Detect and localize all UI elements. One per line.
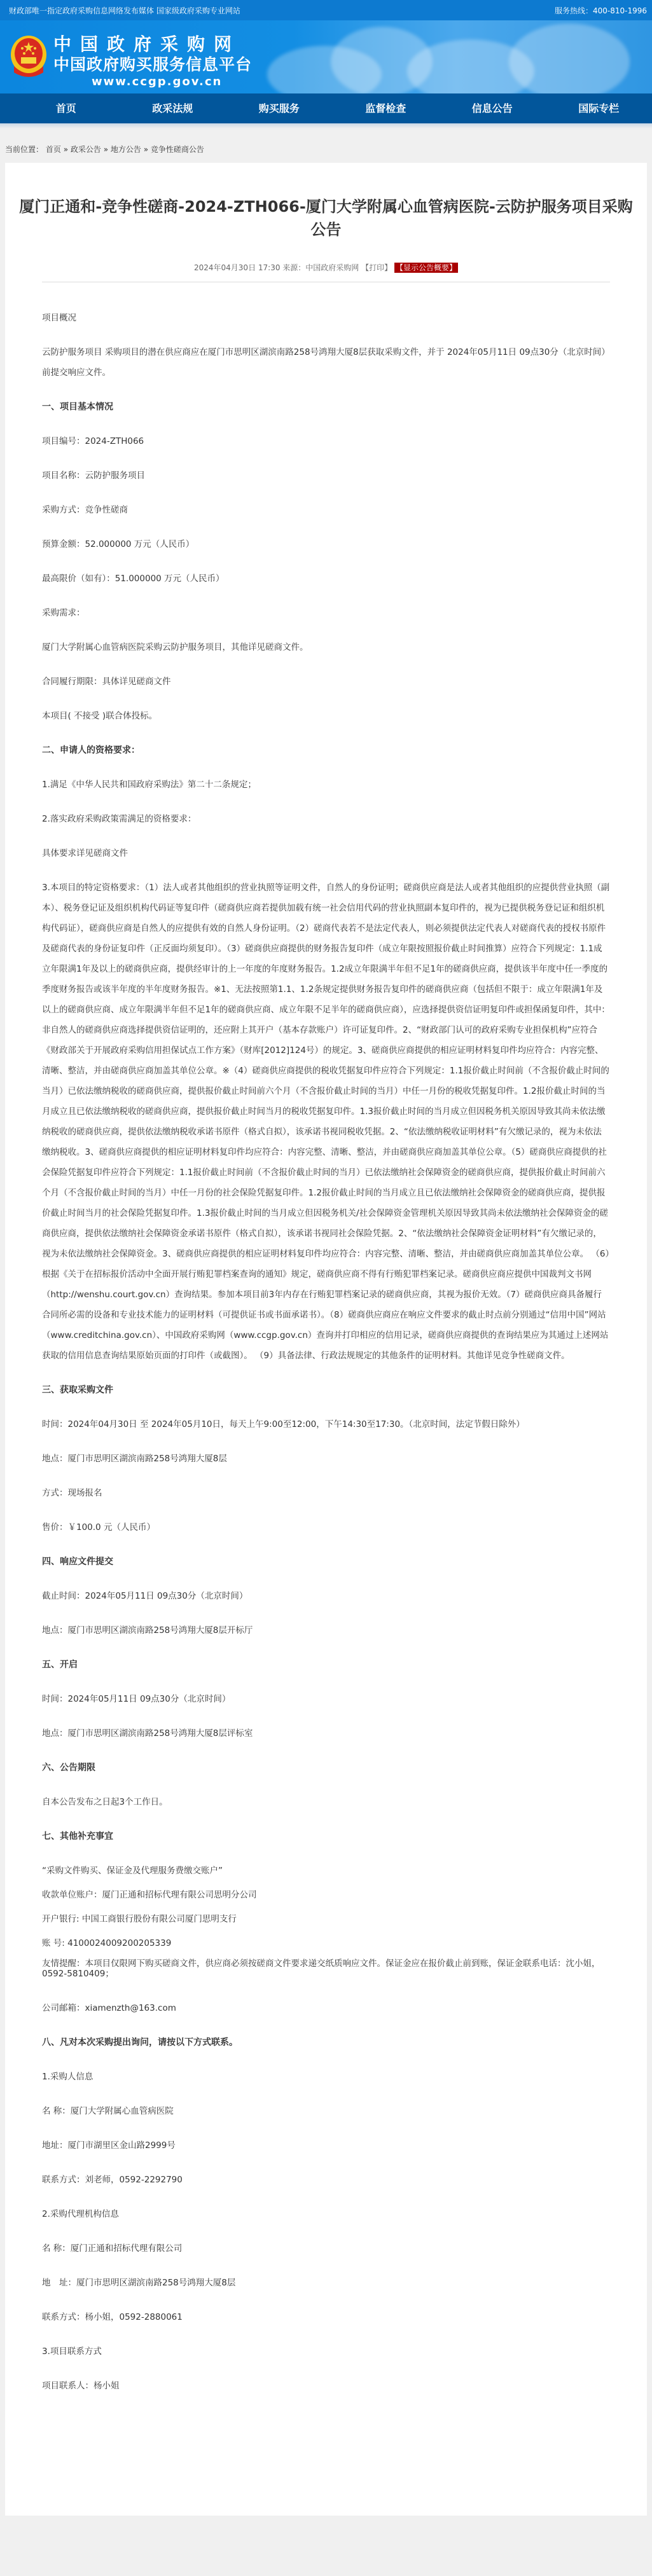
friendly-reminder: 友情提醒：本项目仅限网下购买磋商文件，供应商必须按磋商文件要求递交纸质响应文件。保证金应在报价截止前到账，保证金联系电话：沈小姐，0592-5810409； — [42, 1959, 600, 1979]
overview-text: 云防护服务项目 采购项目的潜在供应商应在厦门市思明区湖滨南路258号鸿翔大厦8层获取采购文件，并于 2024年05月11日 09点30分（北京时间）前提交响应文件。 — [42, 347, 610, 378]
submission-deadline: 截止时间：2024年05月11日 09点30分（北京时间） — [42, 1591, 248, 1601]
article-title: 厦门正通和-竞争性磋商-2024-ZTH066-厦门大学附属心血管病医院-云防护服务项目采购公告 — [19, 198, 633, 238]
section-1-heading: 一、项目基本情况 — [42, 402, 113, 412]
requirement-2-detail: 具体要求详见磋商文件 — [42, 848, 128, 858]
breadcrumb — [0, 128, 652, 163]
agent-address: 地 址：厦门市思明区湖滨南路258号鸿翔大厦8层 — [42, 2278, 236, 2288]
logo-url: www.ccgp.gov.cn — [92, 75, 223, 88]
requirement-3: 3.本项目的特定资格要求：（1）法人或者其他组织的营业执照等证明文件，自然人的身份证明；磋商供应商是法人或者其他组织的应提供营业执照（副本）、税务登记证及组织机构代码证等复印件（磋商供应商若提供加载有统一社会信用代码的营业执照副本复印件的，视为已提供税务登记证和组织机构代码证），磋商供应商是自然人的应提供有效的自然人身份证明。（2）磋商代表若不是法定代表人，则必须提供法定代表人对磋商代表的授权书原件及磋商代表的身份证复印件（正反面均须复印）。（3）磋商供应商提供的财务报告复印件（成立年限按照报价截止时间推算）应符合下列规定：1.1成立年限满1年及以上的磋商供应商，提供经审计的上一年度的年度财务报告。1.2成立年限满半年但不足1年的磋商供应商，提供该半年度中任一季度的季度财务报告或该半年度的半年度财务报告。※1、无法按照第1.1、1.2条规定提供财务报告复印件的磋商供应商（包括但不限于：成立年限满1年及以上的磋商供应商、成立年限满半年但不足1年的磋商供应商、成立年限不足半年的磋商供应商），应选择提供资信证明复印件或担保函复印件，其中：非自然人的磋商供应商选择提供资信证明的，还应附上其开户（基本存款账户）许可证复印件。2、“财政部门认可的政府采购专业担保机构”应符合《财政部关于开展政府采购信用担保试点工作方案》（财库[2012]124号）的规定。3、磋商供应商提供的相应证明材料复印件均应符合：内容完整、清晰、整洁，并由磋商供应商加盖其单位公章。※（4）磋商供应商提供的税收凭据复印件应符合下列规定：1.1报价截止时间前（不含报价截止时间的当月）已依法缴纳税收的磋商供应商，提供报价截止时间前六个月（不含报价截止时间的当月）中任一月份的税收凭据复印件。1.2报价截止时间的当月成立且已依法缴纳税收的磋商供应商，提供报价截止时间当月的税收凭据复印件。1.3报价截止时间的当月成立但因税务机关原因导致其尚未依法缴纳税收的磋商供应商，提供依法缴纳税收承诺书原件（格式自拟），该承诺书视同税收凭据。2、“依法缴纳税收证明材料”有欠缴记录的，视为未依法缴纳税收。3、磋商供应商提供的相应证明材料复印件均应符合：内容完整、清晰、整洁，并由磋商供应商加盖其单位公章。（5）磋商供应商提供的社会保险凭据复印件应符合下列规定：1.1报价截止时间前（不含报价截止时间的当月）已依法缴纳社会保障资金的磋商供应商，提供报价截止时间前六个月（不含报价截止时间的当月）中任一月份的社会保险凭据复印件。1.2报价截止时间的当月成立且已依法缴纳社会保障资金的磋商供应商，提供报价截止时间当月的社会保险凭据复印件。1.3报价截止时间的当月成立但因税务机关/社会保障资金管理机关原因导致其尚未依法缴纳社会保障资金的磋商供应商，提供依法缴纳社会保障资金承诺书原件（格式自拟），该承诺书视同社会保险凭据。2、“依法缴纳社会保障资金证明材料”有欠缴记录的，视为未依法缴纳社会保障资金。3、磋商供应商提供的相应证明材料复印件均应符合：内容完整、清晰、整洁，并由磋商供应商加盖其单位公章。 （6）根据《关于在招标报价活动中全面开展行贿犯罪档案查询的通知》规定，磋商供应商不得有行贿犯罪档案记录。磋商供应商应提供中国裁判文书网（http://wenshu.court.gov.cn）查询结果。参加本项目前3年内存在行贿犯罪档案记录的磋商供应商，其视为报价无效。（7）磋商供应商具备履行合同所必需的设备和专业技术能力的证明材料（可提供证书或书面承诺书）。（8）磋商供应商应在响应文件要求的截止时点前分别通过“信用中国”网站（www.creditchina.gov.cn）、中国政府采购网（www.ccgp.gov.cn）查询并打印相应的信用记录，磋商供应商提供的查询结果应为其通过上述网站获取的信用信息查询结果原始页面的打印件（或截图）。 （9）具备法律、行政法规规定的其他条件的证明材料。其他详见竞争性磋商文件。 — [42, 883, 610, 1361]
nav-item-international[interactable]: 国际专栏 — [578, 102, 620, 114]
article-meta — [5, 262, 647, 273]
budget-amount: 预算金额：52.000000 万元（人民币） — [42, 539, 195, 549]
breadcrumb-competitive-consultation[interactable]: 竞争性磋商公告 — [150, 145, 204, 154]
contract-period: 合同履行期限：具体详见磋商文件 — [42, 677, 171, 687]
breadcrumb-home[interactable]: 首页 — [45, 145, 61, 154]
publish-date: 2024年04月30日 17:30 — [193, 263, 281, 272]
section-5-heading: 五、开启 — [42, 1660, 78, 1670]
requirement-2: 2.落实政府采购政策需满足的资格要求： — [42, 814, 197, 824]
project-contact-heading: 3.项目联系方式 — [42, 2346, 102, 2357]
breadcrumb-procurement-notices[interactable]: 政采公告 — [70, 145, 101, 154]
agent-info-heading: 2.采购代理机构信息 — [42, 2209, 119, 2219]
account-title: “采购文件购买、保证金及代理服务费缴交账户” — [42, 1866, 223, 1876]
payee-account: 收款单位账户：厦门正通和招标代理有限公司思明分公司 — [42, 1890, 257, 1900]
article-body — [5, 282, 647, 2396]
bank-name: 开户银行: 中国工商银行股份有限公司厦门思明支行 — [42, 1914, 237, 1924]
article-source: 来源：中国政府采购网 — [282, 263, 359, 272]
breadcrumb-separator: » — [103, 145, 109, 154]
submission-place: 地点：厦门市思明区湖滨南路258号鸿翔大厦8层开标厅 — [42, 1625, 253, 1636]
main-nav — [0, 93, 652, 123]
nav-item-purchase-services[interactable]: 购买服务 — [258, 102, 300, 114]
notice-period: 自本公告发布之日起3个工作日。 — [42, 1797, 168, 1807]
project-number: 项目编号：2024-ZTH066 — [42, 436, 144, 446]
project-contact-person: 项目联系人：杨小姐 — [42, 2381, 120, 2391]
breadcrumb-separator: » — [63, 145, 69, 154]
overview-heading: 项目概况 — [42, 313, 76, 323]
demand-text: 厦门大学附属心血管病医院采购云防护服务项目，其他详见磋商文件。 — [42, 642, 309, 652]
section-6-heading: 六、公告期限 — [42, 1763, 95, 1773]
document-price: 售价：￥100.0 元（人民币） — [42, 1522, 155, 1533]
section-4-heading: 四、响应文件提交 — [42, 1557, 113, 1567]
nav-item-announcements[interactable]: 信息公告 — [471, 102, 513, 114]
opening-time: 时间：2024年05月11日 09点30分（北京时间） — [42, 1694, 231, 1704]
national-emblem-icon — [10, 34, 47, 78]
site-logo[interactable] — [53, 34, 252, 89]
buyer-address: 地址：厦门市湖里区金山路2999号 — [42, 2140, 176, 2151]
site-slogan: 财政部唯一指定政府采购信息网络发布媒体 国家级政府采购专业网站 — [9, 6, 240, 15]
obtain-time: 时间：2024年04月30日 至 2024年05月10日，每天上午9:00至12:00，下午14:30至17:30。（北京时间，法定节假日除外） — [42, 1419, 525, 1429]
show-summary-button[interactable]: 【显示公告概要】 — [395, 263, 457, 272]
top-bar — [0, 0, 652, 20]
account-number: 账 号: 4100024009200205339 — [42, 1938, 172, 1948]
buyer-contact: 联系方式：刘老师，0592-2292790 — [42, 2175, 183, 2185]
obtain-method: 方式：现场报名 — [42, 1488, 102, 1498]
agent-contact: 联系方式：杨小姐，0592-2880061 — [42, 2312, 183, 2322]
nav-item-home[interactable]: 首页 — [55, 102, 76, 114]
section-8-heading: 八、凡对本次采购提出询问，请按以下方式联系。 — [42, 2037, 238, 2048]
site-banner — [0, 20, 652, 93]
buyer-info-heading: 1.采购人信息 — [42, 2072, 94, 2082]
requirement-1: 1.满足《中华人民共和国政府采购法》第二十二条规定； — [42, 780, 256, 790]
section-3-heading: 三、获取采购文件 — [42, 1385, 113, 1395]
section-2-heading: 二、申请人的资格要求： — [42, 745, 140, 755]
consortium-note: 本项目( 不接受 )联合体投标。 — [42, 711, 158, 721]
logo-subtitle: 中国政府购买服务信息平台 — [53, 55, 253, 74]
article-card — [5, 163, 647, 2516]
logo-title: 中国政府采购网 — [53, 34, 241, 55]
obtain-place: 地点：厦门市思明区湖滨南路258号鸿翔大厦8层 — [42, 1454, 227, 1464]
section-7-heading: 七、其他补充事宜 — [42, 1831, 113, 1842]
breadcrumb-local-notices[interactable]: 地方公告 — [110, 145, 141, 154]
nav-item-supervision[interactable]: 监督检查 — [365, 102, 406, 114]
breadcrumb-prefix: 当前位置： — [5, 145, 44, 154]
agent-name: 名 称：厦门正通和招标代理有限公司 — [42, 2243, 183, 2254]
nav-item-regulations[interactable]: 政采法规 — [152, 102, 193, 114]
max-price: 最高限价（如有）：51.000000 万元（人民币） — [42, 574, 225, 584]
print-link[interactable]: 【打印】 — [361, 263, 392, 272]
demand-label: 采购需求： — [42, 608, 85, 618]
breadcrumb-separator: » — [143, 145, 149, 154]
nav-shadow — [0, 123, 652, 128]
procurement-method: 采购方式：竞争性磋商 — [42, 505, 128, 515]
project-name: 项目名称：云防护服务项目 — [42, 471, 145, 481]
company-email: 公司邮箱：xiamenzth@163.com — [42, 2003, 176, 2013]
cloud-decoration — [509, 24, 630, 93]
opening-place: 地点：厦门市思明区湖滨南路258号鸿翔大厦8层评标室 — [42, 1728, 253, 1739]
buyer-name: 名 称：厦门大学附属心血管病医院 — [42, 2106, 174, 2116]
service-hotline: 服务热线：400-810-1996 — [554, 6, 647, 15]
